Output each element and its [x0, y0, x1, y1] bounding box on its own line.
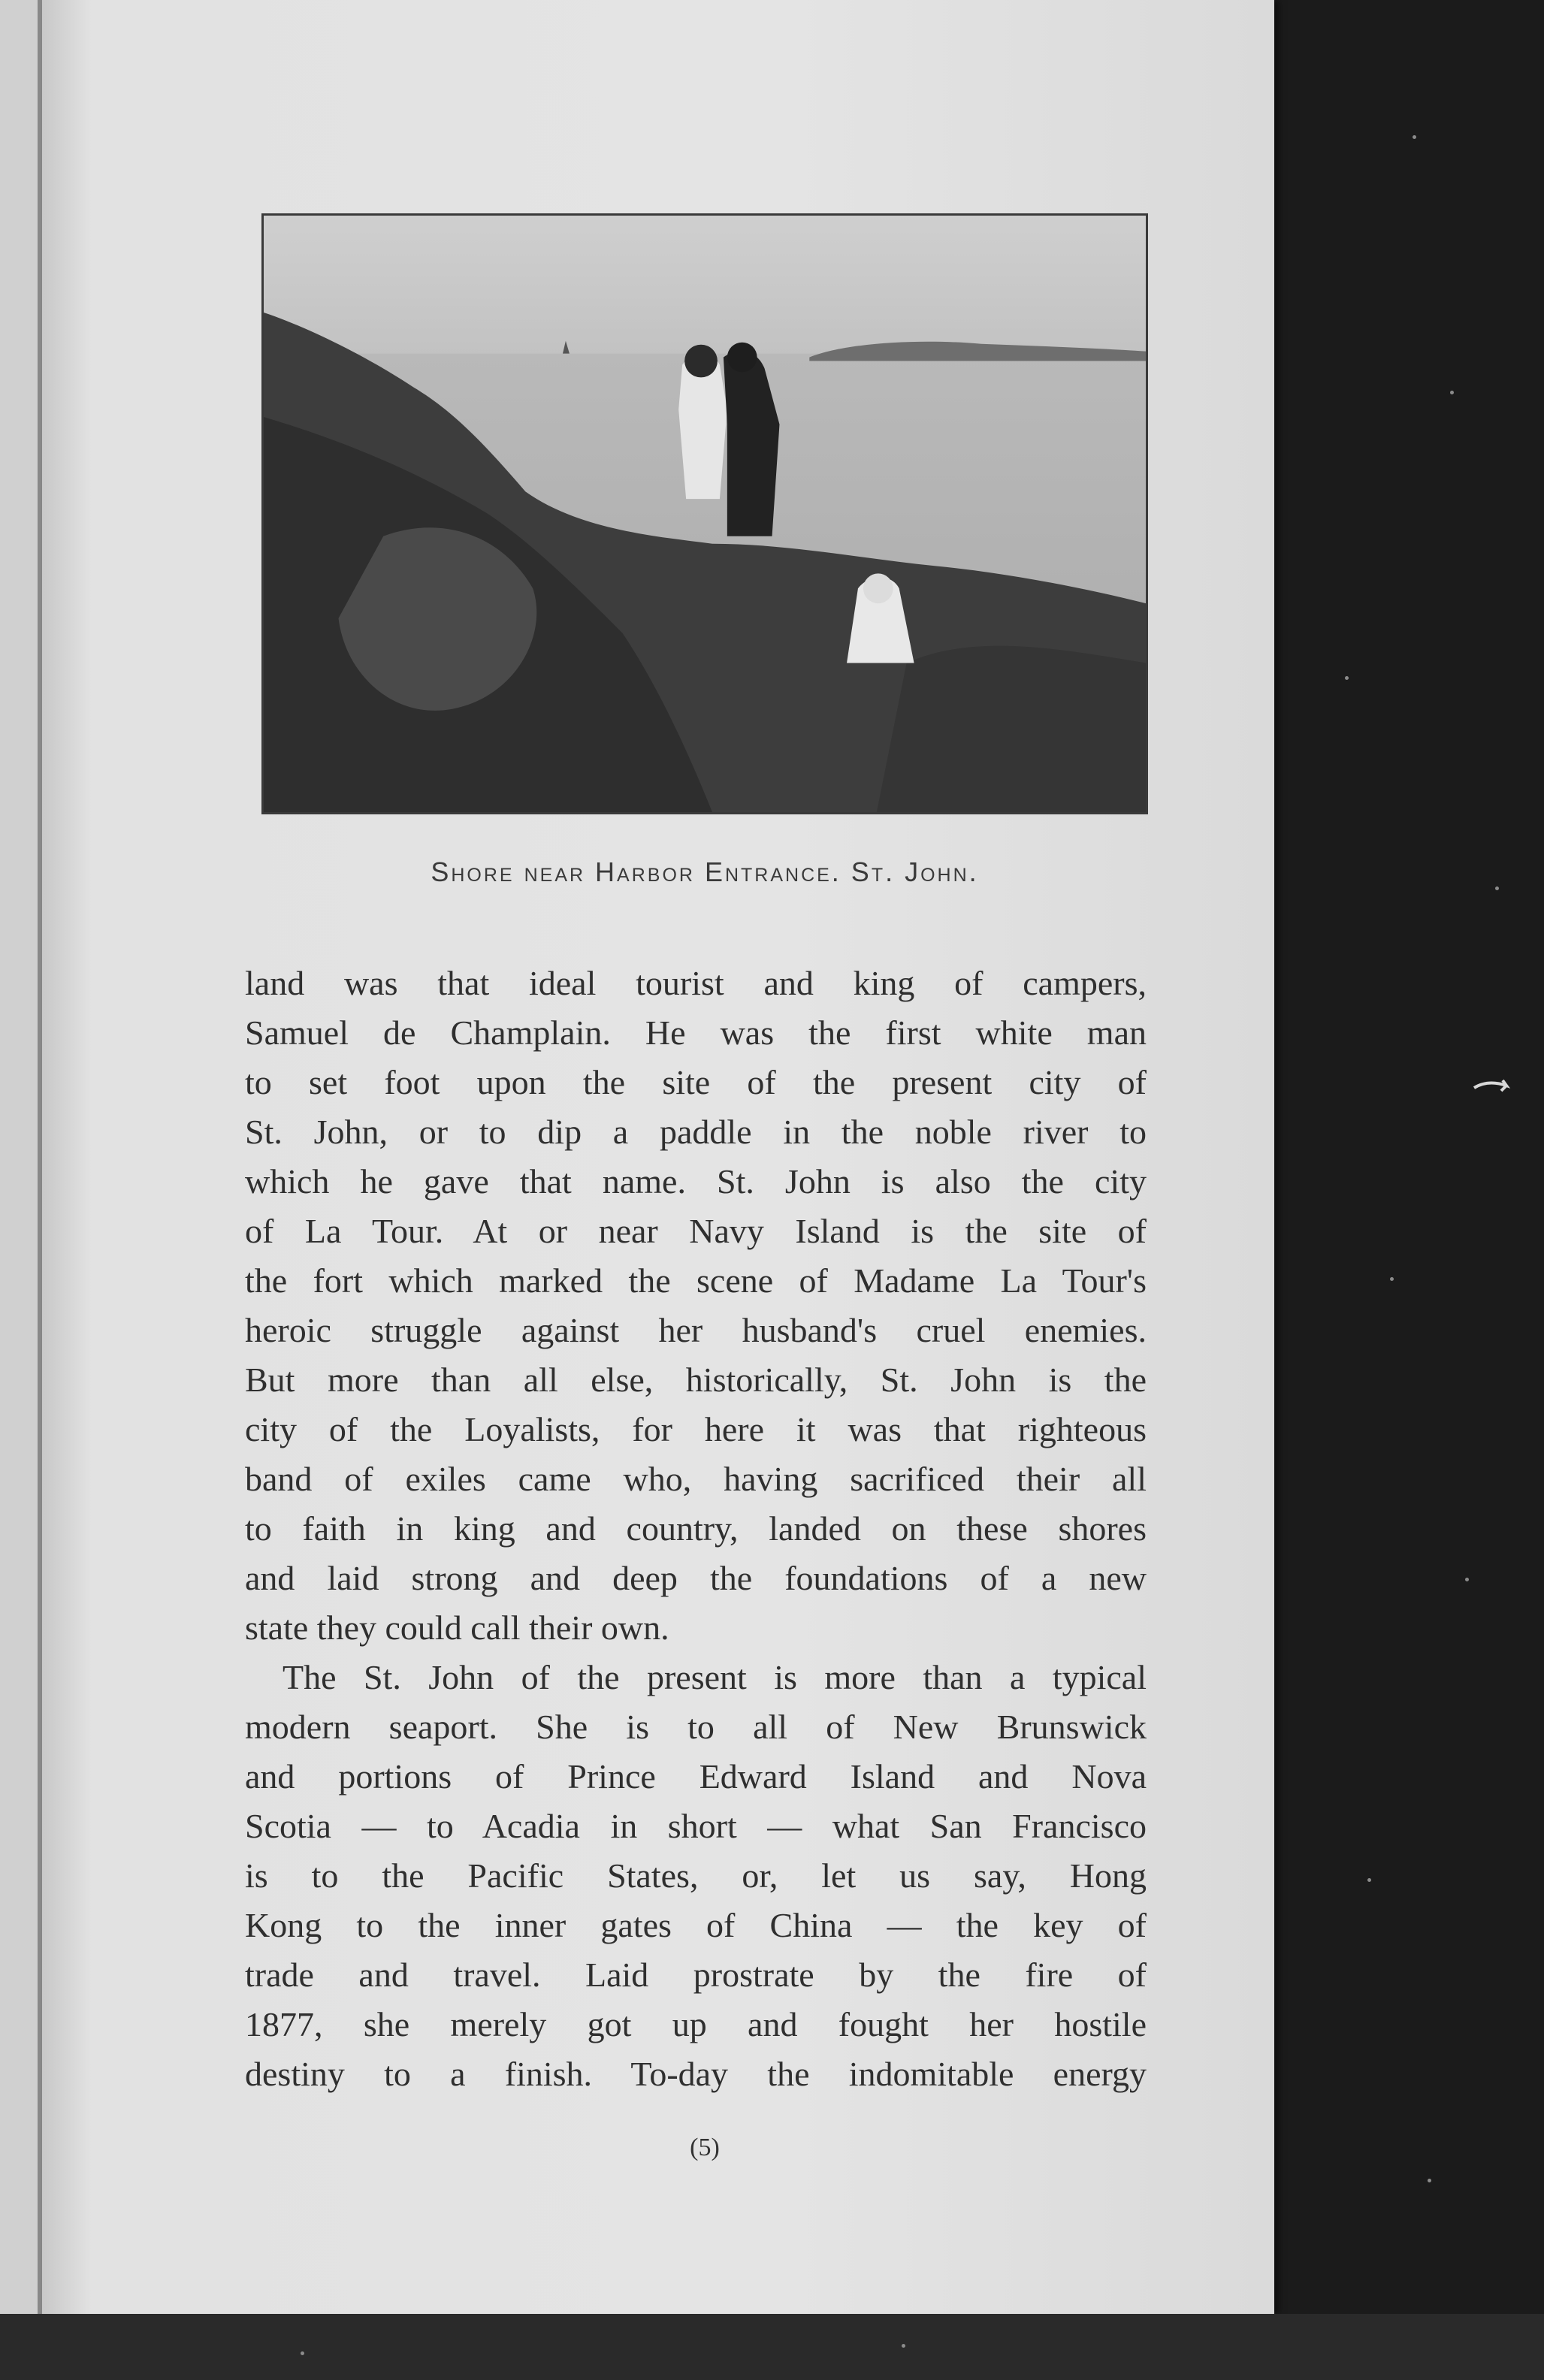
text-line: state they could call their own.: [245, 1608, 669, 1647]
dust-speck: [301, 2351, 304, 2355]
dust-speck: [1345, 676, 1349, 680]
text-line: 1877, she merely got up and fought her hostile: [245, 2005, 1147, 2043]
text-line: trade and travel. Laid prostrate by the fire of: [245, 1956, 1147, 1994]
paragraph-2: [245, 1653, 1147, 2099]
text-line: city of the Loyalists, for here it was that righteous: [245, 1410, 1147, 1448]
text-line: to set foot upon the site of the present city of: [245, 1063, 1147, 1101]
text-line: and laid strong and deep the foundations of a new: [245, 1559, 1147, 1597]
paragraph-1: [245, 959, 1147, 1653]
dust-speck: [1390, 1277, 1394, 1281]
dust-speck: [1367, 1878, 1371, 1882]
text-line: and portions of Prince Edward Island and Nova: [245, 1757, 1147, 1796]
shore-photograph: [261, 213, 1148, 814]
book-page: [42, 0, 1274, 2314]
text-line: of La Tour. At or near Navy Island is the site of: [245, 1212, 1147, 1250]
photo-caption: Shore near Harbor Entrance. St. John.: [431, 856, 979, 887]
dust-speck: [902, 2344, 905, 2348]
text-line: the fort which marked the scene of Madame La Tour's: [245, 1261, 1147, 1300]
curl-arrow-icon: [1473, 1074, 1518, 1097]
dust-speck: [1450, 391, 1454, 394]
dust-speck: [1465, 1578, 1469, 1581]
text-line: modern seaport. She is to all of New Brunswick: [245, 1708, 1147, 1746]
text-line: destiny to a finish. To-day the indomitable energy: [245, 2055, 1147, 2093]
scanner-background: [0, 2314, 1544, 2380]
text-line: Scotia — to Acadia in short — what San Francisco: [245, 1807, 1147, 1845]
text-line: The St. John of the present is more than a typical: [283, 1658, 1147, 1696]
text-line: land was that ideal tourist and king of campers,: [245, 964, 1147, 1002]
text-line: heroic struggle against her husband's cruel enemies.: [245, 1311, 1147, 1349]
text-line: St. John, or to dip a paddle in the noble river to: [245, 1113, 1147, 1151]
dust-speck: [1495, 886, 1499, 890]
text-line: is to the Pacific States, or, let us say, Hong: [245, 1856, 1147, 1895]
text-line: Kong to the inner gates of China — the key of: [245, 1906, 1147, 1944]
previous-page-edge: [0, 0, 42, 2314]
dust-speck: [1428, 2179, 1431, 2182]
text-line: Samuel de Champlain. He was the first white man: [245, 1013, 1147, 1052]
text-line: But more than all else, historically, St. John is the: [245, 1361, 1147, 1399]
text-line: to faith in king and country, landed on these shores: [245, 1509, 1147, 1548]
text-line: band of exiles came who, having sacrificed their all: [245, 1460, 1147, 1498]
photograph-icon: [264, 216, 1146, 812]
dust-speck: [1413, 135, 1416, 139]
page-number: (5): [690, 2134, 720, 2161]
body-text: [245, 959, 1147, 2099]
text-line: which he gave that name. St. John is also the city: [245, 1162, 1147, 1201]
